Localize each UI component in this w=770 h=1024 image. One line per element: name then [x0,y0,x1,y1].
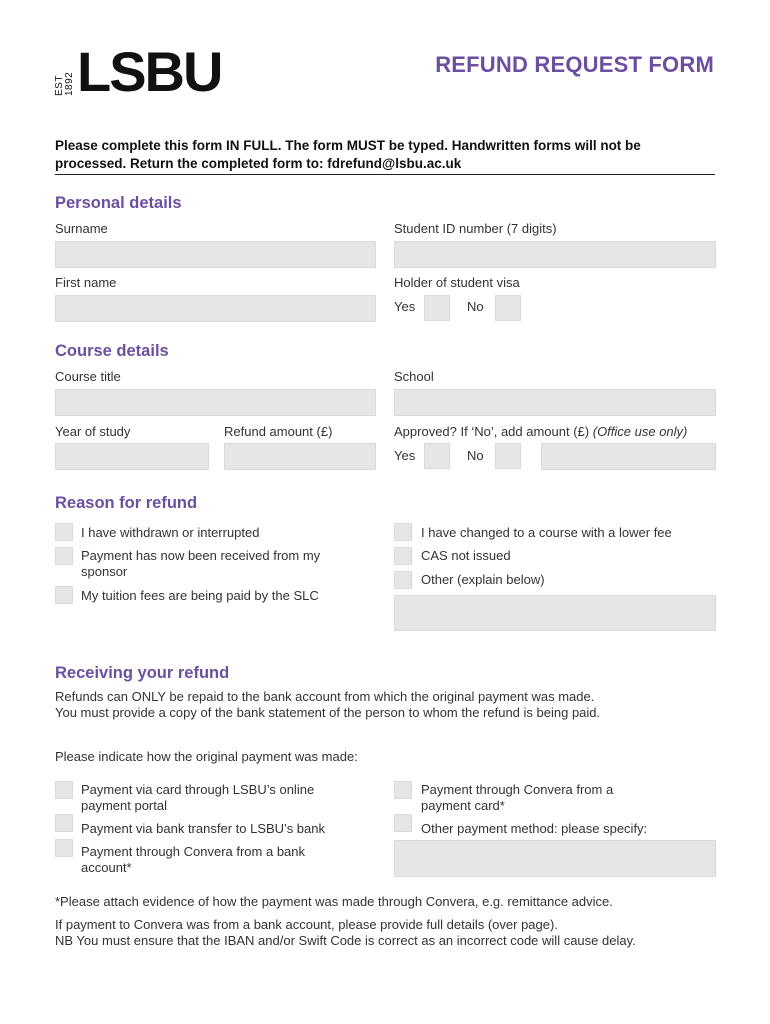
refund-amount-label: Refund amount (£) [224,424,333,439]
approved-amount-field[interactable] [541,443,716,470]
reason-slc-checkbox[interactable] [55,586,73,604]
bank-details-note-line-2: NB You must ensure that the IBAN and/or Swift Code is correct as an incorrect code will cause delay. [55,933,636,948]
reason-other-checkbox[interactable] [394,571,412,589]
receiving-intro-line-2: You must provide a copy of the bank statement of the person to whom the refund is being paid. [55,705,601,720]
bank-details-note [55,917,735,949]
reason-sponsor-line-1: Payment has now been received from my [81,548,321,563]
office-use-note: (Office use only) [592,424,688,439]
payment-convera-card-label [421,782,613,814]
school-field[interactable] [394,389,716,416]
form-title: REFUND REQUEST FORM [435,52,714,77]
payment-convera-bank-checkbox[interactable] [55,839,73,857]
payment-method-prompt: Please indicate how the original payment was made: [55,749,358,764]
reason-sponsor-label [81,548,320,580]
year-of-study-field[interactable] [55,443,209,470]
reason-sponsor-checkbox[interactable] [55,547,73,565]
course-details-heading: Course details [55,342,169,360]
payment-other-checkbox[interactable] [394,814,412,832]
approved-no-checkbox[interactable] [495,443,521,469]
surname-field[interactable] [55,241,376,268]
approved-yes-checkbox[interactable] [424,443,450,469]
first-name-label: First name [55,275,117,290]
reason-withdrawn-checkbox[interactable] [55,523,73,541]
student-id-field[interactable] [394,241,716,268]
payment-convera-bank-label [81,844,305,876]
student-visa-label: Holder of student visa [394,275,520,290]
student-id-label: Student ID number (7 digits) [394,221,557,236]
payment-other-text: Other payment method: please specify: [421,821,648,836]
instructions-line-1: Please complete this form IN FULL. The form MUST be typed. Handwritten forms will not be [55,138,641,153]
payment-card-portal-label [81,782,314,814]
school-label: School [394,369,434,384]
personal-details-heading: Personal details [55,194,182,212]
payment-convera-card-checkbox[interactable] [394,781,412,799]
reason-heading: Reason for refund [55,494,198,512]
payment-bank-transfer-checkbox[interactable] [55,814,73,832]
reason-lower-fee-label: I have changed to a course with a lower fee [421,525,672,540]
receiving-intro-line-1: Refunds can ONLY be repaid to the bank account from which the original payment was made. [55,689,595,704]
payment-card-portal-checkbox[interactable] [55,781,73,799]
reason-cas-label: CAS not issued [421,548,511,563]
payment-other-specify-field[interactable] [394,840,716,877]
convera-footnote: *Please attach evidence of how the payment was made through Convera, e.g. remittance advice. [55,894,613,909]
reason-slc-text: My tuition fees are being paid by the SLC [81,588,319,603]
payment-convera-card-line-2: payment card* [421,798,505,813]
payment-other-label [421,821,647,837]
year-of-study-label: Year of study [55,424,131,439]
reason-slc-label [81,588,319,604]
visa-yes-checkbox[interactable] [424,295,450,321]
reason-sponsor-line-2: sponsor [81,564,128,579]
reason-other-label: Other (explain below) [421,572,545,587]
refund-amount-field[interactable] [224,443,376,470]
visa-no-label: No [467,299,484,314]
bank-details-note-line-1: If payment to Convera was from a bank account, please provide full details (over page). [55,917,558,932]
logo-established: EST 1892 [54,71,75,96]
course-title-field[interactable] [55,389,376,416]
payment-convera-bank-line-1: Payment through Convera from a bank [81,844,306,859]
course-title-label: Course title [55,369,121,384]
approved-text: Approved? If ‘No’, add amount (£) [394,424,590,439]
surname-label: Surname [55,221,108,236]
receiving-heading: Receiving your refund [55,664,230,682]
instructions [55,137,715,173]
reason-lower-fee-checkbox[interactable] [394,523,412,541]
logo-wordmark: LSBU [77,40,222,103]
payment-bank-transfer-label [81,821,325,837]
lsbu-logo [54,40,222,103]
visa-no-checkbox[interactable] [495,295,521,321]
payment-convera-card-line-1: Payment through Convera from a [421,782,614,797]
receiving-intro [55,689,725,721]
divider [55,174,715,175]
payment-convera-bank-line-2: account* [81,860,132,875]
reason-withdrawn-text: I have withdrawn or interrupted [81,525,260,540]
reason-withdrawn-label [81,525,259,541]
instructions-line-2: processed. Return the completed form to: fdrefund@lsbu.ac.uk [55,156,462,171]
reason-cas-checkbox[interactable] [394,547,412,565]
payment-bank-transfer-text: Payment via bank transfer to LSBU’s bank [81,821,325,836]
first-name-field[interactable] [55,295,376,322]
approved-label [394,424,687,439]
payment-card-portal-line-2: payment portal [81,798,167,813]
reason-other-explain-field[interactable] [394,595,716,631]
visa-yes-label: Yes [394,299,416,314]
approved-yes-label: Yes [394,448,416,463]
approved-no-label: No [467,448,484,463]
payment-card-portal-line-1: Payment via card through LSBU’s online [81,782,315,797]
